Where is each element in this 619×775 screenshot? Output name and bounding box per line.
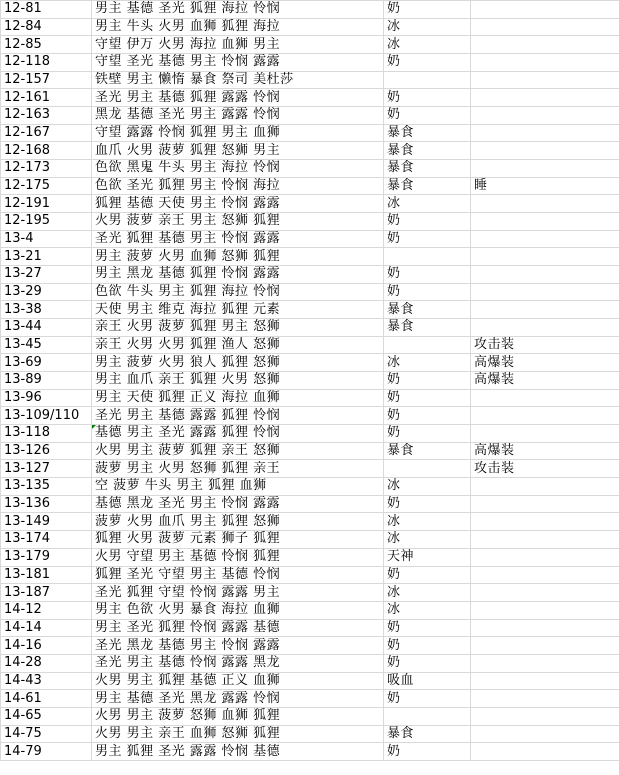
cell-col-3[interactable] bbox=[471, 1, 619, 19]
cell-col-0[interactable]: 12-173 bbox=[1, 160, 92, 178]
cell-col-1[interactable]: 男主 色欲 火男 暴食 海拉 血狮 bbox=[92, 601, 384, 619]
cell-col-2[interactable]: 奶 bbox=[384, 213, 471, 231]
cell-col-0[interactable]: 13-149 bbox=[1, 513, 92, 531]
cell-col-2[interactable]: 奶 bbox=[384, 230, 471, 248]
table-row bbox=[1, 160, 619, 178]
table-row bbox=[1, 71, 619, 89]
cell-col-0[interactable]: 14-65 bbox=[1, 707, 92, 725]
table-row bbox=[1, 18, 619, 36]
table-row bbox=[1, 372, 619, 390]
cell-col-0[interactable]: 13-127 bbox=[1, 460, 92, 478]
cell-col-1[interactable]: 空 菠萝 牛头 男主 狐狸 血狮 bbox=[92, 478, 384, 496]
cell-col-3[interactable] bbox=[471, 107, 619, 125]
table-row bbox=[1, 690, 619, 708]
cell-col-1[interactable]: 菠萝 火男 血爪 男主 狐狸 怒狮 bbox=[92, 513, 384, 531]
cell-col-2[interactable]: 冰 bbox=[384, 601, 471, 619]
table-row bbox=[1, 584, 619, 602]
cell-col-2[interactable]: 奶 bbox=[384, 495, 471, 513]
cell-col-0[interactable]: 12-85 bbox=[1, 36, 92, 54]
cell-col-0[interactable]: 12-168 bbox=[1, 142, 92, 160]
cell-col-3[interactable] bbox=[471, 36, 619, 54]
cell-col-1[interactable]: 火男 男主 亲王 血狮 怒狮 狐狸 bbox=[92, 725, 384, 743]
cell-col-0[interactable]: 14-61 bbox=[1, 690, 92, 708]
cell-col-0[interactable]: 13-96 bbox=[1, 389, 92, 407]
cell-col-1[interactable]: 亲王 火男 火男 狐狸 渔人 怒狮 bbox=[92, 336, 384, 354]
cell-col-2[interactable]: 奶 bbox=[384, 425, 471, 443]
cell-col-2[interactable]: 奶 bbox=[384, 283, 471, 301]
cell-col-0[interactable]: 13-89 bbox=[1, 372, 92, 390]
table-row bbox=[1, 637, 619, 655]
cell-col-3[interactable] bbox=[471, 319, 619, 337]
cell-col-3[interactable] bbox=[471, 584, 619, 602]
cell-col-1[interactable]: 火男 男主 菠萝 怒狮 血狮 狐狸 bbox=[92, 707, 384, 725]
table-row bbox=[1, 460, 619, 478]
cell-col-3[interactable] bbox=[471, 725, 619, 743]
cell-col-1[interactable]: 男主 黑龙 基德 狐狸 怜悯 露露 bbox=[92, 266, 384, 284]
table-row bbox=[1, 566, 619, 584]
cell-col-0[interactable]: 14-75 bbox=[1, 725, 92, 743]
table-row bbox=[1, 513, 619, 531]
cell-col-1[interactable]: 男主 菠萝 火男 狼人 狐狸 怒狮 bbox=[92, 354, 384, 372]
table-row bbox=[1, 319, 619, 337]
cell-col-2[interactable]: 冰 bbox=[384, 195, 471, 213]
cell-col-3[interactable] bbox=[471, 213, 619, 231]
cell-col-1[interactable]: 男主 基德 圣光 狐狸 海拉 怜悯 bbox=[92, 1, 384, 19]
table-row bbox=[1, 442, 619, 460]
cell-col-2[interactable]: 奶 bbox=[384, 407, 471, 425]
cell-col-3[interactable] bbox=[471, 619, 619, 637]
cell-col-2[interactable]: 冰 bbox=[384, 36, 471, 54]
cell-col-2[interactable]: 冰 bbox=[384, 354, 471, 372]
cell-col-2[interactable]: 冰 bbox=[384, 531, 471, 549]
table-row bbox=[1, 725, 619, 743]
table-row bbox=[1, 654, 619, 672]
cell-col-1[interactable]: 色欲 牛头 男主 狐狸 海拉 怜悯 bbox=[92, 283, 384, 301]
cell-col-0[interactable]: 12-195 bbox=[1, 213, 92, 231]
comment-indicator-icon bbox=[92, 425, 96, 429]
table-row bbox=[1, 248, 619, 266]
table-row bbox=[1, 478, 619, 496]
cell-col-0[interactable]: 14-16 bbox=[1, 637, 92, 655]
cell-col-1[interactable]: 圣光 男主 基德 露露 狐狸 怜悯 bbox=[92, 407, 384, 425]
cell-col-3[interactable] bbox=[471, 283, 619, 301]
cell-col-2[interactable]: 天神 bbox=[384, 548, 471, 566]
table-row bbox=[1, 89, 619, 107]
cell-col-0[interactable]: 14-14 bbox=[1, 619, 92, 637]
cell-col-0[interactable]: 13-4 bbox=[1, 230, 92, 248]
table-row bbox=[1, 142, 619, 160]
cell-col-2[interactable]: 奶 bbox=[384, 566, 471, 584]
table-row bbox=[1, 672, 619, 690]
cell-col-0[interactable]: 13-179 bbox=[1, 548, 92, 566]
table-row bbox=[1, 301, 619, 319]
table-row bbox=[1, 548, 619, 566]
cell-col-3[interactable] bbox=[471, 71, 619, 89]
cell-col-0[interactable]: 14-79 bbox=[1, 743, 92, 761]
cell-col-3[interactable] bbox=[471, 230, 619, 248]
cell-col-3[interactable] bbox=[471, 601, 619, 619]
cell-col-1[interactable]: 火男 菠萝 亲王 男主 怒狮 狐狸 bbox=[92, 213, 384, 231]
cell-col-1[interactable]: 基德 男主 圣光 露露 狐狸 怜悯 bbox=[92, 425, 384, 443]
cell-col-2[interactable]: 暴食 bbox=[384, 160, 471, 178]
cell-col-1[interactable]: 男主 血爪 亲王 狐狸 火男 怒狮 bbox=[92, 372, 384, 390]
cell-col-0[interactable]: 13-135 bbox=[1, 478, 92, 496]
table-row bbox=[1, 354, 619, 372]
cell-col-3[interactable] bbox=[471, 160, 619, 178]
cell-col-2[interactable]: 奶 bbox=[384, 654, 471, 672]
cell-col-2[interactable]: 冰 bbox=[384, 18, 471, 36]
cell-col-0[interactable]: 12-163 bbox=[1, 107, 92, 125]
cell-col-0[interactable]: 13-174 bbox=[1, 531, 92, 549]
cell-col-0[interactable]: 13-118 bbox=[1, 425, 92, 443]
cell-col-1[interactable]: 男主 基德 圣光 黑龙 露露 怜悯 bbox=[92, 690, 384, 708]
cell-col-1[interactable]: 狐狸 圣光 守望 男主 基德 怜悯 bbox=[92, 566, 384, 584]
cell-col-3[interactable] bbox=[471, 707, 619, 725]
cell-col-2[interactable]: 暴食 bbox=[384, 142, 471, 160]
cell-col-0[interactable]: 13-27 bbox=[1, 266, 92, 284]
cell-col-2[interactable]: 暴食 bbox=[384, 124, 471, 142]
cell-col-0[interactable]: 12-84 bbox=[1, 18, 92, 36]
cell-col-2[interactable]: 冰 bbox=[384, 584, 471, 602]
cell-col-0[interactable]: 12-161 bbox=[1, 89, 92, 107]
cell-col-1[interactable]: 铁壁 男主 懒惰 暴食 祭司 美杜莎 bbox=[92, 71, 384, 89]
cell-col-1[interactable]: 狐狸 火男 菠萝 元素 狮子 狐狸 bbox=[92, 531, 384, 549]
table-row bbox=[1, 107, 619, 125]
cell-col-1[interactable]: 男主 菠萝 火男 血狮 怒狮 狐狸 bbox=[92, 248, 384, 266]
cell-col-2[interactable]: 奶 bbox=[384, 389, 471, 407]
cell-col-1[interactable]: 色欲 黑鬼 牛头 男主 海拉 怜悯 bbox=[92, 160, 384, 178]
cell-col-2[interactable] bbox=[384, 71, 471, 89]
cell-col-0[interactable]: 12-191 bbox=[1, 195, 92, 213]
cell-col-3[interactable] bbox=[471, 124, 619, 142]
cell-col-2[interactable]: 奶 bbox=[384, 690, 471, 708]
cell-col-1[interactable]: 守望 圣光 基德 男主 怜悯 露露 bbox=[92, 54, 384, 72]
cell-col-1[interactable]: 圣光 狐狸 守望 怜悯 露露 男主 bbox=[92, 584, 384, 602]
cell-col-1[interactable]: 圣光 黑龙 基德 男主 怜悯 露露 bbox=[92, 637, 384, 655]
cell-col-3[interactable]: 高爆装 bbox=[471, 354, 619, 372]
table-row bbox=[1, 213, 619, 231]
cell-col-3[interactable] bbox=[471, 389, 619, 407]
cell-col-1[interactable]: 黑龙 基德 圣光 男主 露露 怜悯 bbox=[92, 107, 384, 125]
cell-col-3[interactable] bbox=[471, 142, 619, 160]
cell-col-2[interactable]: 奶 bbox=[384, 637, 471, 655]
cell-col-1[interactable]: 血爪 火男 菠萝 狐狸 怒狮 男主 bbox=[92, 142, 384, 160]
cell-col-0[interactable]: 13-44 bbox=[1, 319, 92, 337]
cell-col-1[interactable]: 男主 狐狸 圣光 露露 怜悯 基德 bbox=[92, 743, 384, 761]
table-row bbox=[1, 283, 619, 301]
cell-col-2[interactable]: 奶 bbox=[384, 743, 471, 761]
cell-col-3[interactable] bbox=[471, 690, 619, 708]
table-row bbox=[1, 54, 619, 72]
cell-col-3[interactable] bbox=[471, 89, 619, 107]
cell-col-3[interactable] bbox=[471, 743, 619, 761]
cell-col-3[interactable] bbox=[471, 513, 619, 531]
cell-col-2[interactable] bbox=[384, 336, 471, 354]
table-row bbox=[1, 619, 619, 637]
cell-col-1[interactable]: 火男 男主 菠萝 狐狸 亲王 怒狮 bbox=[92, 442, 384, 460]
cell-col-3[interactable] bbox=[471, 531, 619, 549]
cell-col-3[interactable]: 高爆装 bbox=[471, 372, 619, 390]
cell-col-2[interactable]: 奶 bbox=[384, 107, 471, 125]
cell-col-0[interactable]: 14-28 bbox=[1, 654, 92, 672]
cell-col-0[interactable]: 13-187 bbox=[1, 584, 92, 602]
table-row bbox=[1, 531, 619, 549]
cell-col-2[interactable]: 暴食 bbox=[384, 442, 471, 460]
cell-col-1[interactable]: 守望 伊万 火男 海拉 血狮 男主 bbox=[92, 36, 384, 54]
cell-col-2[interactable]: 暴食 bbox=[384, 177, 471, 195]
cell-col-3[interactable] bbox=[471, 18, 619, 36]
cell-col-2[interactable]: 奶 bbox=[384, 1, 471, 19]
cell-col-3[interactable] bbox=[471, 654, 619, 672]
cell-col-1[interactable]: 色欲 圣光 狐狸 男主 怜悯 海拉 bbox=[92, 177, 384, 195]
cell-col-0[interactable]: 12-167 bbox=[1, 124, 92, 142]
cell-col-3[interactable] bbox=[471, 248, 619, 266]
cell-col-1[interactable]: 火男 守望 男主 基德 怜悯 狐狸 bbox=[92, 548, 384, 566]
cell-col-0[interactable]: 13-45 bbox=[1, 336, 92, 354]
cell-col-1[interactable]: 基德 黑龙 圣光 男主 怜悯 露露 bbox=[92, 495, 384, 513]
cell-col-3[interactable] bbox=[471, 495, 619, 513]
cell-col-3[interactable]: 攻击装 bbox=[471, 460, 619, 478]
cell-col-2[interactable] bbox=[384, 248, 471, 266]
cell-col-0[interactable]: 12-157 bbox=[1, 71, 92, 89]
cell-col-1[interactable]: 男主 天使 狐狸 正义 海拉 血狮 bbox=[92, 389, 384, 407]
cell-col-0[interactable]: 13-21 bbox=[1, 248, 92, 266]
cell-col-2[interactable]: 冰 bbox=[384, 478, 471, 496]
cell-col-3[interactable]: 高爆装 bbox=[471, 442, 619, 460]
cell-col-2[interactable]: 奶 bbox=[384, 54, 471, 72]
table-row bbox=[1, 707, 619, 725]
cell-col-3[interactable] bbox=[471, 425, 619, 443]
table-row bbox=[1, 230, 619, 248]
cell-col-1[interactable]: 狐狸 基德 天使 男主 怜悯 露露 bbox=[92, 195, 384, 213]
cell-col-0[interactable]: 12-175 bbox=[1, 177, 92, 195]
cell-col-0[interactable]: 12-81 bbox=[1, 1, 92, 19]
cell-col-1[interactable]: 圣光 男主 基德 怜悯 露露 黑龙 bbox=[92, 654, 384, 672]
table-row bbox=[1, 266, 619, 284]
cell-col-0[interactable]: 12-118 bbox=[1, 54, 92, 72]
cell-col-1[interactable]: 圣光 狐狸 基德 男主 怜悯 露露 bbox=[92, 230, 384, 248]
cell-col-2[interactable]: 暴食 bbox=[384, 301, 471, 319]
cell-col-1[interactable]: 男主 牛头 火男 血狮 狐狸 海拉 bbox=[92, 18, 384, 36]
table-row bbox=[1, 124, 619, 142]
cell-col-0[interactable]: 13-38 bbox=[1, 301, 92, 319]
table-row bbox=[1, 601, 619, 619]
table-row bbox=[1, 1, 619, 19]
cell-col-3[interactable] bbox=[471, 637, 619, 655]
cell-col-3[interactable] bbox=[471, 407, 619, 425]
table-row bbox=[1, 336, 619, 354]
cell-col-0[interactable]: 14-12 bbox=[1, 601, 92, 619]
table-row bbox=[1, 36, 619, 54]
cell-col-3[interactable] bbox=[471, 266, 619, 284]
table-row bbox=[1, 407, 619, 425]
cell-col-2[interactable]: 奶 bbox=[384, 89, 471, 107]
cell-col-0[interactable]: 13-181 bbox=[1, 566, 92, 584]
cell-col-0[interactable]: 13-109/110 bbox=[1, 407, 92, 425]
cell-col-1[interactable]: 守望 露露 怜悯 狐狸 男主 血狮 bbox=[92, 124, 384, 142]
cell-col-2[interactable] bbox=[384, 707, 471, 725]
cell-col-3[interactable] bbox=[471, 548, 619, 566]
cell-col-3[interactable] bbox=[471, 566, 619, 584]
cell-col-2[interactable]: 奶 bbox=[384, 266, 471, 284]
cell-col-2[interactable] bbox=[384, 460, 471, 478]
cell-col-3[interactable] bbox=[471, 478, 619, 496]
cell-col-2[interactable]: 奶 bbox=[384, 619, 471, 637]
cell-col-0[interactable]: 14-43 bbox=[1, 672, 92, 690]
cell-col-3[interactable]: 睡 bbox=[471, 177, 619, 195]
cell-col-1[interactable]: 男主 圣光 狐狸 怜悯 露露 基德 bbox=[92, 619, 384, 637]
cell-col-3[interactable]: 攻击装 bbox=[471, 336, 619, 354]
cell-col-3[interactable] bbox=[471, 301, 619, 319]
cell-col-2[interactable]: 冰 bbox=[384, 513, 471, 531]
cell-col-0[interactable]: 13-69 bbox=[1, 354, 92, 372]
table-row bbox=[1, 495, 619, 513]
cell-col-1[interactable]: 圣光 男主 基德 狐狸 露露 怜悯 bbox=[92, 89, 384, 107]
cell-col-1[interactable]: 菠萝 男主 火男 怒狮 狐狸 亲王 bbox=[92, 460, 384, 478]
cell-col-1[interactable]: 天使 男主 维克 海拉 狐狸 元素 bbox=[92, 301, 384, 319]
cell-col-2[interactable]: 暴食 bbox=[384, 725, 471, 743]
table-row bbox=[1, 195, 619, 213]
cell-col-0[interactable]: 13-29 bbox=[1, 283, 92, 301]
cell-col-3[interactable] bbox=[471, 195, 619, 213]
cell-col-3[interactable] bbox=[471, 672, 619, 690]
cell-col-0[interactable]: 13-126 bbox=[1, 442, 92, 460]
cell-col-2[interactable]: 暴食 bbox=[384, 319, 471, 337]
table-row bbox=[1, 743, 619, 761]
cell-col-0[interactable]: 13-136 bbox=[1, 495, 92, 513]
cell-col-1[interactable]: 火男 男主 狐狸 基德 正义 血狮 bbox=[92, 672, 384, 690]
cell-col-3[interactable] bbox=[471, 54, 619, 72]
cell-col-1[interactable]: 亲王 火男 菠萝 狐狸 男主 怒狮 bbox=[92, 319, 384, 337]
table-row bbox=[1, 389, 619, 407]
cell-col-2[interactable]: 奶 bbox=[384, 372, 471, 390]
cell-col-2[interactable]: 吸血 bbox=[384, 672, 471, 690]
table-row bbox=[1, 177, 619, 195]
